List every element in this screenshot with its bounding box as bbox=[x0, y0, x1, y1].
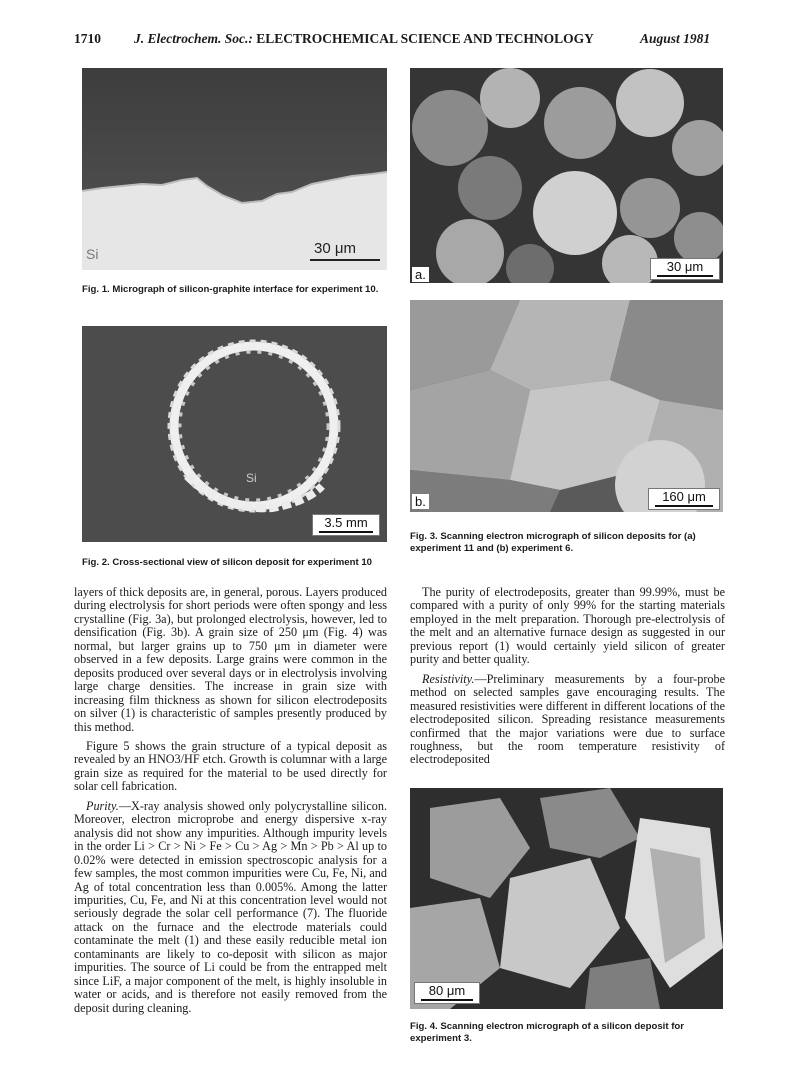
figure-3a-panel-label: a. bbox=[412, 267, 429, 282]
figure-1-scale-bar bbox=[310, 259, 380, 261]
issue-date: August 1981 bbox=[640, 31, 711, 46]
figure-2-scale: 3.5 mm bbox=[312, 514, 380, 536]
journal-section: ELECTROCHEMICAL SCIENCE AND TECHNOLOGY bbox=[256, 31, 594, 46]
paragraph-purity: Purity.—X-ray analysis showed only polycrystalline silicon. Moreover, electron microprobe and energy dispersive x-ray analysis did not show any impurities. Although impurity levels in the order Li > Cr > Ni > Fe > Cu > Ag > Mn > Pb > Al up to 0.02% were detected in emission spectroscopic analysis for a few samples, the most common impurities were Cu, Fe, Ni, and Ag of total concentration less than 0.005%. Among the latter impurities, Cu, Fe, and Ni at this concentration level would not seriously degrade the solar cell performance (7). The fluoride attack on the furnace and the electrode materials could contaminate the melt (1) and these easily reducible metal ion contaminants are likely to co-deposit with silicon as major impurities. The source of Li could be from the entrapped melt since LiF, a major component of the melt, is highly insoluble in water or acids, and is therefore not easily removed from the deposit during cleaning. bbox=[74, 798, 387, 1015]
figure-4-scale: 80 μm bbox=[414, 982, 480, 1004]
paragraph: layers of thick deposits are, in general, porous. Layers produced during electrolysis for short periods were often spongy and less crystalline (Fig. 3a), but prolonged electrolysis, however, led to densification (Fig. 3b). A grain size of 250 μm (Fig. 4) was normal, but larger grains up to 750 μm in diameter were observed in a few deposits. Large grains were common in the deposits produced over several days or in electrolysis involving large charge densities. The increase in grain size with increasing film thickness as shown for silicon electrodeposits on silver (1) is characteristic of samples presently produced by this method. bbox=[74, 585, 387, 734]
paragraph: The purity of electrodeposits, greater than 99.99%, must be compared with a purity of only 99% for the starting materials employed in the melt preparation. Thorough pre-electrolysis of the melt and an alternative furnace design as suggested in our previous report (1) would certainly yield silicon of greater purity and better quality. bbox=[410, 585, 725, 667]
figure-4-sem bbox=[410, 788, 723, 1009]
figure-3b-panel-label: b. bbox=[412, 494, 429, 509]
figure-3b-scale: 160 μm bbox=[648, 488, 720, 510]
right-column-text bbox=[410, 586, 725, 767]
page-number: 1710 bbox=[74, 31, 101, 46]
figure-2-caption: Fig. 2. Cross-sectional view of silicon deposit for experiment 10 bbox=[82, 557, 373, 568]
figure-2-si-label: Si bbox=[246, 471, 257, 485]
figure-4-caption: Fig. 4. Scanning electron micrograph of a silicon deposit for experiment 3. bbox=[410, 1021, 684, 1044]
figure-1-scale-label: 30 μm bbox=[314, 240, 356, 257]
figure-1-micrograph bbox=[82, 68, 387, 270]
section-heading-resistivity: Resistivity. bbox=[422, 671, 475, 686]
paragraph: Figure 5 shows the grain structure of a typical deposit as revealed by an HNO3/HF etch. Growth is columnar with a large grain size as required for the material to be used directly for solar cell fabrication. bbox=[74, 738, 387, 794]
figure-3-caption: Fig. 3. Scanning electron micrograph of silicon deposits for (a) experiment 11 and (b) experiment 6. bbox=[410, 531, 696, 554]
left-column-text bbox=[74, 586, 387, 1015]
journal-name: J. Electrochem. Soc.: bbox=[134, 31, 253, 46]
figure-2-cross-section bbox=[82, 326, 387, 542]
paragraph-resistivity: Resistivity.—Preliminary measurements by a four-probe method on selected samples gave encouraging results. The measured resistivities were different in different locations of the electrodeposited silicon. Spreading resistance measurements confirmed that the major variations were due to surface roughness, but the room temperature resistivity of electrodeposited bbox=[410, 671, 725, 767]
figure-3a-scale: 30 μm bbox=[650, 258, 720, 280]
figure-3b-sem bbox=[410, 300, 723, 512]
figure-1-caption: Fig. 1. Micrograph of silicon-graphite interface for experiment 10. bbox=[82, 284, 379, 295]
figure-1-si-label: Si bbox=[86, 246, 99, 262]
section-heading-purity: Purity. bbox=[86, 798, 119, 813]
running-header bbox=[134, 31, 594, 47]
figure-3a-sem bbox=[410, 68, 723, 283]
